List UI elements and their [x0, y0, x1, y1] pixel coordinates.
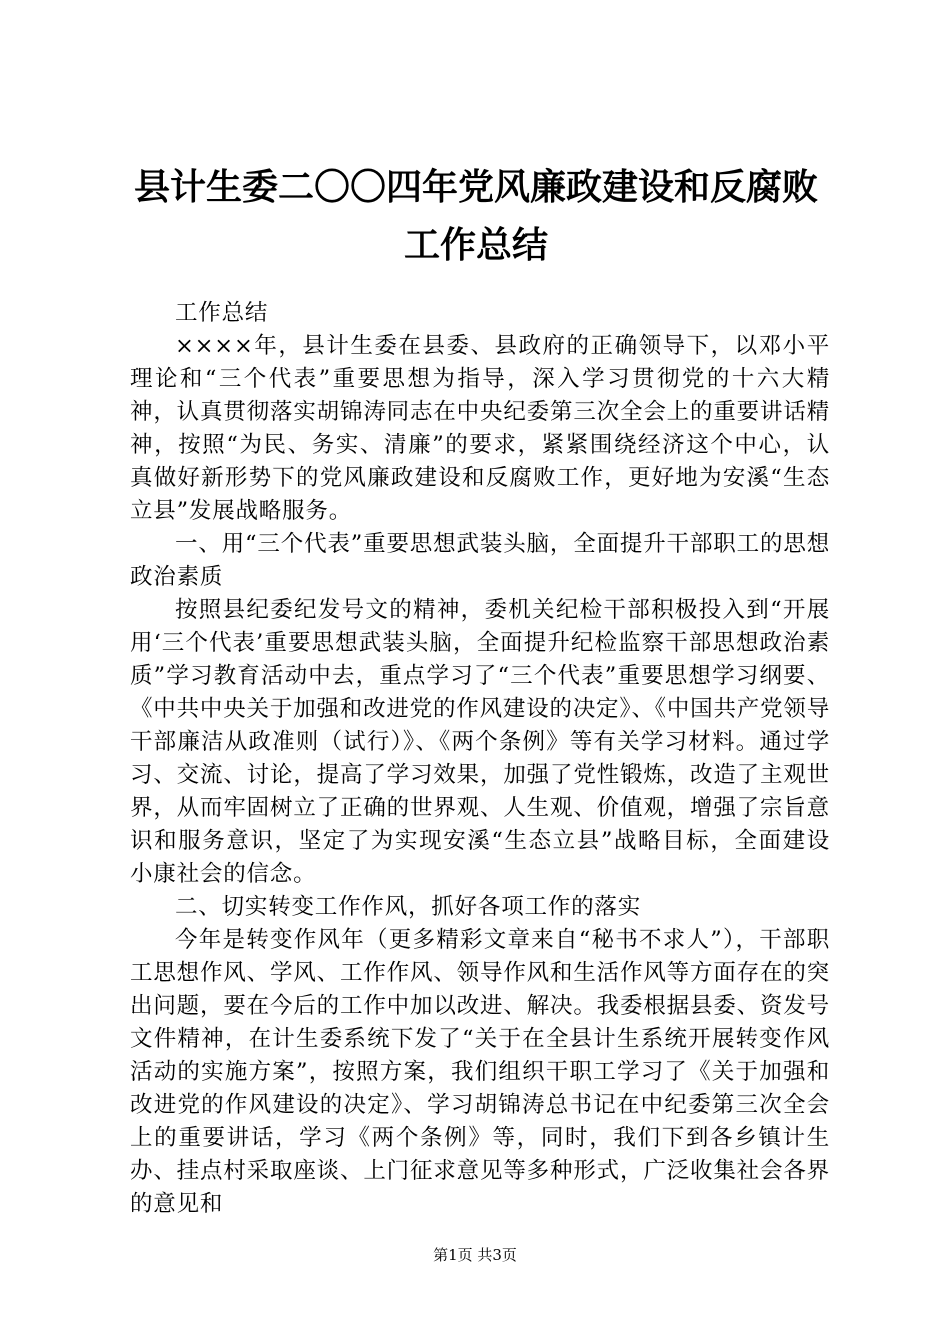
page-indicator: 第1页 共3页	[433, 1246, 517, 1264]
paragraph-section-2: 今年是转变作风年（更多精彩文章来自“秘书不求人”），干部职工思想作风、学风、工作作风、领导作风和生活作风等方面存在的突出问题，要在今后的工作中加以改进、解决。我委根据县委、资发号文件精神，在计生委系统下发了“关于在全县计生系统开展转变作风活动的实施方案”，按照方案，我们组织干职工学习了《关于加强和改进党的作风建设的决定》、学习胡锦涛总书记在中纪委第三次全会上的重要讲话，学习《两个条例》等，同时，我们下到各乡镇计生办、挂点村采取座谈、上门征求意见等多种形式，广泛收集社会各界的意见和	[130, 927, 830, 1217]
paragraph-subtitle: 工作总结	[175, 300, 269, 326]
section-heading-2: 二、切实转变工作作风，抓好各项工作的落实	[175, 894, 642, 920]
paragraph-section-1: 按照县纪委纪发号文的精神，委机关纪检干部积极投入到“开展用‘三个代表’重要思想武装头脑，全面提升纪检监察干部思想政治素质”学习教育活动中去，重点学习了“三个代表”重要思想学习纲要、《中共中央关于加强和改进党的作风建设的决定》、《中国共产党领导干部廉洁从政准则（试行）》、《两个条例》等有关学习材料。通过学习、交流、讨论，提高了学习效果，加强了党性锻炼，改造了主观世界，从而牢固树立了正确的世界观、人生观、价值观，增强了宗旨意识和服务意识，坚定了为实现安溪“生态立县”战略目标，全面建设小康社会的信念。	[130, 597, 830, 887]
document-body	[130, 297, 830, 1221]
document-title: 县计生委二〇〇四年党风廉政建设和反腐败工作总结	[133, 166, 818, 266]
section-heading-1: 一、用“三个代表”重要思想武装头脑，全面提升干部职工的思想政治素质	[130, 531, 830, 590]
paragraph-intro: ××××年，县计生委在县委、县政府的正确领导下，以邓小平理论和“三个代表”重要思想为指导，深入学习贯彻党的十六大精神，认真贯彻落实胡锦涛同志在中央纪委第三次全会上的重要讲话精神，按照“为民、务实、清廉”的要求，紧紧围绕经济这个中心，认真做好新形势下的党风廉政建设和反腐败工作，更好地为安溪“生态立县”发展战略服务。	[130, 333, 830, 524]
